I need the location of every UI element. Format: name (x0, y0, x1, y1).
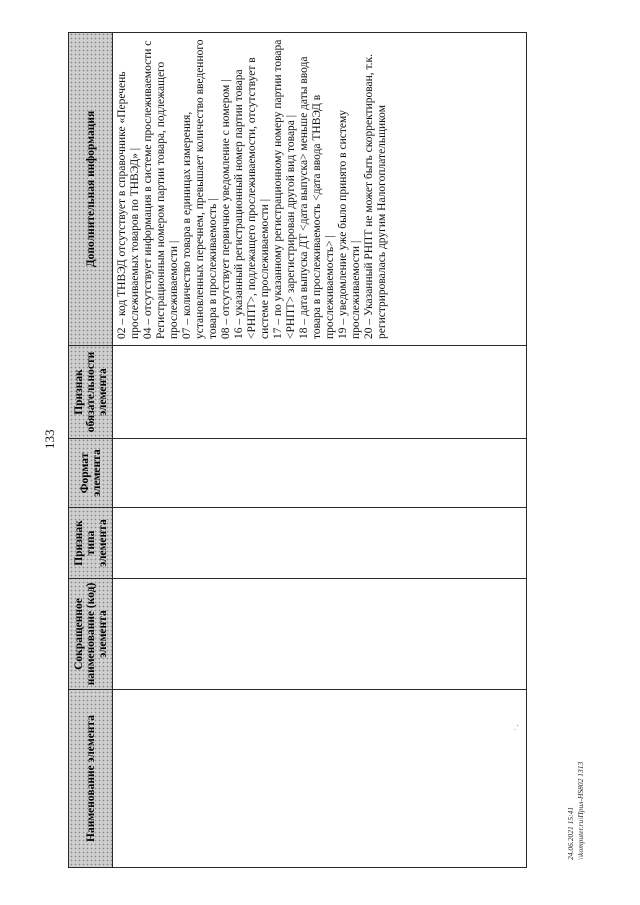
info-entry-08: 08 – отсутствует первичное уведомление с номером | (220, 79, 232, 339)
footer-file-path: \\komputer.ru\Прил-HS802 1313 (576, 761, 585, 860)
header-additional-info: Дополнительная информация (69, 33, 113, 346)
margin-mark: · . (511, 724, 520, 731)
table-row (113, 33, 527, 868)
header-type-flag: Признак типа элемента (69, 508, 113, 579)
footer-timestamp: 24.06.2021 15:41 (566, 806, 575, 860)
elements-table-container (68, 33, 527, 868)
print-footer (566, 762, 586, 860)
info-entry-07: 07 – количество товара в единицах измерения, установленных перечнем, превышает количество введенного товара в прослеживаемость | (181, 39, 219, 339)
header-element-name: Наименование элемента (69, 690, 113, 868)
header-short-name: Сокращенное наименование (код) элемента (69, 579, 113, 690)
info-entry-19: 19 – уведомление уже было принято в систему прослеживаемости | (337, 110, 362, 339)
elements-table (68, 32, 527, 868)
info-entry-16: 16 – указанный регистрационный номер партии товара <РНПТ>, подлежащего прослеживаемости, отсутствует в системе прослеживаемости | (233, 57, 271, 339)
info-entry-02: 02 – код ТНВЭД отсутствует в справочнике «Перечень прослеживаемых товаров по ТНВЭД» | (116, 71, 141, 339)
table-header-row (69, 33, 113, 868)
header-format: Формат элемента (69, 439, 113, 508)
cell-mandatory-flag (113, 346, 527, 439)
header-mandatory-flag: Признак обязательности элемента (69, 346, 113, 439)
cell-element-name (113, 690, 527, 868)
info-entry-04: 04 – отсутствует информация в системе прослеживаемости с Регистрационным номером партии товара, подлежащего прослеживаемости | (142, 40, 180, 339)
cell-type-flag (113, 508, 527, 579)
info-entry-18: 18 – дата выпуска ДТ <дата выпуска> меньше даты ввода товара в прослеживаемость <дата ввода ТНВЭД в прослеживаемость> | (298, 56, 336, 339)
cell-short-name (113, 579, 527, 690)
page-number: 133 (42, 429, 57, 449)
cell-format (113, 439, 527, 508)
cell-additional-info (113, 33, 527, 346)
info-entry-17: 17 – по указанному регистрационному номеру партии товара <РНПТ> зарегистрирован другой вид товара | (272, 39, 297, 339)
info-entry-20: 20 – Указанный РНПТ не может быть скорректирован, т.к. регистрировалась другим Налогоплательщиком (363, 53, 388, 339)
